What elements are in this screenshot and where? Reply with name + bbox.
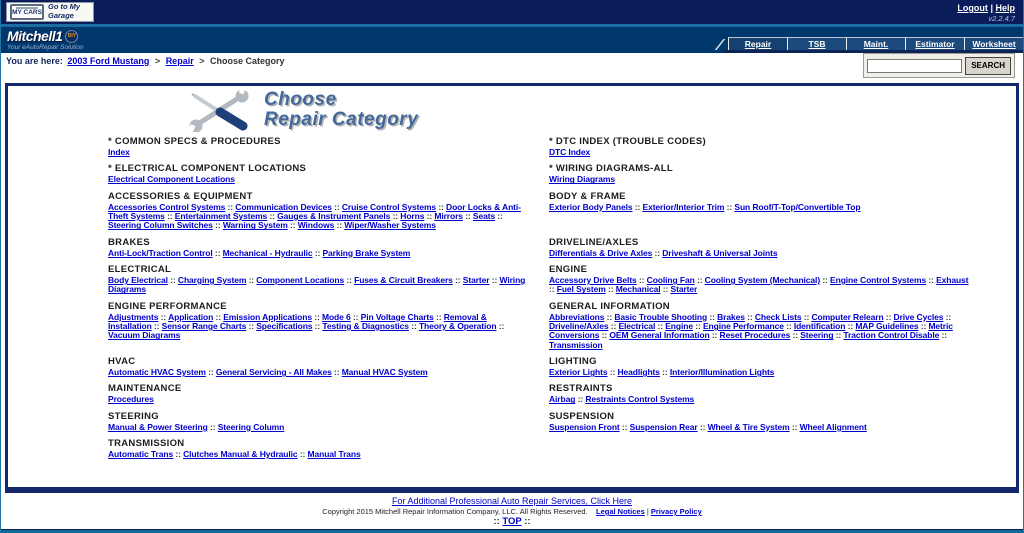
category-link[interactable]: Brakes <box>717 311 745 322</box>
category-link[interactable]: Exterior/Interior Trim <box>642 201 725 212</box>
category-row <box>108 163 990 184</box>
category-link[interactable]: Body Electrical <box>108 275 168 286</box>
category-link[interactable]: Traction Control Disable <box>843 330 940 341</box>
category-link[interactable]: Application <box>168 311 214 322</box>
breadcrumb-repair-link[interactable]: Repair <box>165 56 194 66</box>
link-separator: :: <box>225 201 236 212</box>
category-heading: HVAC <box>108 356 136 368</box>
link-separator: :: <box>311 311 322 322</box>
category-link[interactable]: Accessories Control Systems <box>108 201 226 212</box>
category-link[interactable]: Mechanical <box>615 284 661 295</box>
category-link[interactable]: Check Lists <box>754 311 802 322</box>
link-separator: :: <box>297 449 308 460</box>
link-separator: :: <box>158 311 169 322</box>
search-box <box>863 53 1015 78</box>
link-separator: :: <box>926 275 937 286</box>
category-link[interactable]: Transmission <box>549 339 603 350</box>
link-separator: :: <box>659 367 670 378</box>
tab-repair[interactable]: Repair <box>728 37 787 50</box>
link-separator: :: <box>205 367 216 378</box>
category-cell <box>108 163 549 184</box>
link-separator: :: <box>207 421 218 432</box>
category-link[interactable]: Automatic HVAC System <box>108 367 206 378</box>
link-separator: :: <box>652 247 663 258</box>
link-separator: :: <box>334 220 345 231</box>
link-separator: :: <box>605 284 616 295</box>
crossed-tools-icon <box>186 88 252 132</box>
category-heading: * COMMON SPECS & PROCEDURES <box>108 136 281 147</box>
tab-slash-decoration <box>705 39 726 50</box>
link-separator: :: <box>436 201 447 212</box>
category-link[interactable]: Door Locks & Anti-Theft Systems <box>108 201 521 222</box>
category-heading: ENGINE PERFORMANCE <box>108 300 227 312</box>
category-link[interactable]: Horns <box>400 211 425 222</box>
link-separator: :: <box>694 275 705 286</box>
category-link[interactable]: Differentials & Drive Axles <box>549 247 653 258</box>
account-links-divider: | <box>990 3 993 13</box>
category-link[interactable]: Sun Roof/T-Top/Convertible Top <box>734 201 861 212</box>
diy-badge-icon: DIY <box>65 30 78 43</box>
category-link[interactable]: Adjustments <box>108 311 159 322</box>
category-link[interactable]: Mode 6 <box>321 311 351 322</box>
copyright-text: Copyright 2015 Mitchell Repair Information Company, LLC. All Rights Reserved. <box>322 507 588 516</box>
account-area <box>957 3 1015 23</box>
link-separator: :: <box>462 211 473 222</box>
category-link[interactable]: Restraints Control Systems <box>585 394 695 405</box>
category-heading: * DTC INDEX (TROUBLE CODES) <box>549 136 706 147</box>
version-label: v2.2.4.7 <box>988 14 1015 23</box>
category-link[interactable]: Component Locations <box>256 275 345 286</box>
link-separator: :: <box>599 330 610 341</box>
category-link[interactable]: Cruise Control Systems <box>341 201 437 212</box>
category-link[interactable]: Steering <box>800 330 834 341</box>
category-links <box>108 395 531 404</box>
category-heading: ACCESSORIES & EQUIPMENT <box>108 190 253 202</box>
link-separator: :: <box>212 247 223 258</box>
category-cell <box>108 438 549 459</box>
category-links <box>549 368 972 377</box>
tab-estimator[interactable]: Estimator <box>905 37 964 50</box>
category-links <box>108 148 531 157</box>
category-cell <box>108 383 549 404</box>
category-row <box>108 136 990 157</box>
top-bar <box>1 0 1023 24</box>
tab-tsb[interactable]: TSB <box>787 37 846 50</box>
category-link[interactable]: Removal & Installation <box>108 311 487 332</box>
link-separator: :: <box>246 321 257 332</box>
category-links <box>108 450 531 459</box>
category-link[interactable]: Engine Control Systems <box>830 275 927 286</box>
footer-links-divider: | <box>646 507 649 516</box>
category-link[interactable]: Suspension Front <box>549 421 620 432</box>
category-link[interactable]: Exterior Body Panels <box>549 201 633 212</box>
category-links <box>549 203 972 212</box>
link-separator: :: <box>312 247 323 258</box>
tab-maint[interactable]: Maint. <box>846 37 905 50</box>
link-separator: :: <box>452 275 463 286</box>
category-links <box>108 368 531 377</box>
link-separator: :: <box>833 330 844 341</box>
mitchell1-logo <box>7 29 84 51</box>
category-link[interactable]: Fuses & Circuit Breakers <box>354 275 453 286</box>
category-link[interactable]: Electrical Component Locations <box>108 174 235 185</box>
category-link[interactable]: Accessory Drive Belts <box>549 275 637 286</box>
link-separator: :: <box>433 311 444 322</box>
category-link[interactable]: Engine Performance <box>702 321 784 332</box>
category-row <box>108 411 990 432</box>
category-links <box>549 313 972 350</box>
category-link[interactable]: Clutches Manual & Hydraulic <box>183 449 298 460</box>
link-separator: :: <box>636 275 647 286</box>
link-separator: :: <box>943 311 952 322</box>
link-separator: :: <box>173 449 184 460</box>
category-link[interactable]: Mechanical - Hydraulic <box>222 247 313 258</box>
category-link[interactable]: Cooling Fan <box>646 275 695 286</box>
link-separator: :: <box>604 311 615 322</box>
category-links <box>549 148 972 157</box>
category-link[interactable]: Anti-Lock/Traction Control <box>108 247 213 258</box>
category-cell <box>549 438 990 459</box>
tab-worksheet[interactable]: Worksheet <box>964 37 1023 50</box>
top-prefix: :: <box>493 516 503 527</box>
category-cell <box>549 237 990 258</box>
category-heading: STEERING <box>108 410 159 422</box>
category-link[interactable]: Exhaust <box>936 275 969 286</box>
link-separator: :: <box>164 211 175 222</box>
category-links <box>549 175 972 184</box>
category-link[interactable]: Fuel System <box>556 284 606 295</box>
category-links <box>108 423 531 432</box>
category-link[interactable]: Wiring Diagrams <box>108 275 526 295</box>
category-link[interactable]: Procedures <box>108 394 154 405</box>
category-link[interactable]: Engine <box>665 321 693 332</box>
page-title <box>264 90 418 130</box>
category-links <box>549 423 972 432</box>
category-link[interactable]: Basic Trouble Shooting <box>614 311 708 322</box>
footer <box>1 493 1023 527</box>
category-links <box>549 276 972 295</box>
link-separator: :: <box>331 201 342 212</box>
category-heading: BODY & FRAME <box>549 190 626 202</box>
category-links <box>549 249 972 258</box>
category-cell <box>108 136 549 157</box>
link-separator: :: <box>724 201 735 212</box>
category-row <box>108 191 990 231</box>
category-link[interactable]: Windows <box>297 220 335 231</box>
link-separator: :: <box>246 275 257 286</box>
category-link[interactable]: Metric Conversions <box>549 321 953 341</box>
category-heading: RESTRAINTS <box>549 383 613 395</box>
category-cell <box>549 383 990 404</box>
link-separator: :: <box>267 211 278 222</box>
category-link[interactable]: Suspension Rear <box>629 421 698 432</box>
category-link[interactable]: Manual Trans <box>307 449 361 460</box>
category-link[interactable]: Wiper/Washer Systems <box>344 220 436 231</box>
help-link[interactable]: Help <box>995 3 1015 13</box>
category-link[interactable]: Interior/Illumination Lights <box>669 367 775 378</box>
link-separator: :: <box>801 311 812 322</box>
category-row <box>108 383 990 404</box>
category-link[interactable]: Manual HVAC System <box>341 367 428 378</box>
category-heading: GENERAL INFORMATION <box>549 300 670 312</box>
link-separator: :: <box>709 330 720 341</box>
logout-link[interactable]: Logout <box>957 3 988 13</box>
category-links <box>108 175 531 184</box>
category-link[interactable]: Mirrors <box>434 211 463 222</box>
category-link[interactable]: Seats <box>472 211 496 222</box>
breadcrumb-separator: > <box>154 56 161 66</box>
top-anchor-line <box>1 517 1023 527</box>
link-separator: :: <box>790 330 801 341</box>
category-row <box>108 264 990 295</box>
category-link[interactable]: Pin Voltage Charts <box>360 311 434 322</box>
link-separator: :: <box>350 311 361 322</box>
category-heading: MAINTENANCE <box>108 383 182 395</box>
category-row <box>108 301 990 350</box>
category-link[interactable]: Reset Procedures <box>719 330 791 341</box>
category-links <box>108 203 531 231</box>
category-link[interactable]: Communication Devices <box>235 201 332 212</box>
category-link[interactable]: Emission Applications <box>223 311 312 322</box>
category-cell <box>549 411 990 432</box>
link-separator: :: <box>744 311 755 322</box>
category-row <box>108 438 990 459</box>
category-link[interactable]: Exterior Lights <box>549 367 608 378</box>
additional-services-link[interactable]: For Additional Professional Auto Repair Services, Click Here <box>391 496 633 506</box>
category-link[interactable]: Driveshaft & Universal Joints <box>662 247 778 258</box>
category-link[interactable]: Parking Brake System <box>322 247 411 258</box>
category-cell <box>108 191 549 231</box>
category-cell <box>108 237 549 258</box>
category-link[interactable]: MAP Guidelines <box>855 321 919 332</box>
category-link[interactable]: General Servicing - All Makes <box>215 367 332 378</box>
go-to-my-garage-label: Go to My Garage <box>48 2 81 20</box>
category-link[interactable]: Identification <box>793 321 846 332</box>
category-link[interactable]: Charging System <box>177 275 247 286</box>
category-link[interactable]: Steering Column <box>217 421 285 432</box>
category-link[interactable]: Sensor Range Charts <box>161 321 247 332</box>
link-separator: :: <box>918 321 929 332</box>
link-separator: :: <box>489 275 500 286</box>
link-separator: :: <box>655 321 666 332</box>
brand-band <box>1 27 1023 53</box>
category-cell <box>549 264 990 295</box>
category-grid <box>108 136 990 460</box>
category-link[interactable]: Starter <box>670 284 698 295</box>
search-input[interactable] <box>867 59 962 73</box>
category-link[interactable]: Entertainment Systems <box>174 211 268 222</box>
category-cell <box>549 136 990 157</box>
category-cell <box>549 356 990 377</box>
category-link[interactable]: Computer Relearn <box>811 311 884 322</box>
breadcrumb-separator: > <box>199 56 205 66</box>
breadcrumb-prefix: You are here: <box>6 56 63 66</box>
link-separator: :: <box>820 275 831 286</box>
category-heading: LIGHTING <box>549 356 597 368</box>
link-separator: :: <box>212 220 223 231</box>
category-heading: SUSPENSION <box>549 410 615 422</box>
link-separator: :: <box>607 367 618 378</box>
link-separator: :: <box>660 284 671 295</box>
content-panel <box>5 83 1019 493</box>
category-link[interactable]: Wheel Alignment <box>799 421 867 432</box>
category-link[interactable]: OEM General Information <box>609 330 710 341</box>
link-separator: :: <box>789 421 800 432</box>
category-link[interactable]: Automatic Trans <box>108 449 174 460</box>
category-link[interactable]: Gauges & Instrument Panels <box>277 211 391 222</box>
search-button[interactable]: SEARCH <box>965 57 1011 75</box>
top-suffix: :: <box>524 516 531 527</box>
tab-bar <box>709 37 1023 50</box>
privacy-policy-link[interactable]: Privacy Policy <box>650 507 702 516</box>
link-separator: :: <box>312 321 323 332</box>
link-separator: :: <box>408 321 419 332</box>
link-separator: :: <box>783 321 794 332</box>
link-separator: :: <box>390 211 401 222</box>
category-cell <box>108 301 549 350</box>
link-separator: :: <box>697 421 708 432</box>
link-separator: :: <box>287 220 298 231</box>
category-heading: ENGINE <box>549 264 588 276</box>
category-link[interactable]: Cooling System (Mechanical) <box>704 275 821 286</box>
breadcrumb-row <box>1 53 1023 83</box>
link-separator: :: <box>151 321 162 332</box>
category-heading: * ELECTRICAL COMPONENT LOCATIONS <box>108 163 307 175</box>
link-separator: :: <box>883 311 894 322</box>
category-link[interactable]: Manual & Power Steering <box>108 421 208 432</box>
category-links <box>549 395 972 404</box>
breadcrumb-vehicle-link[interactable]: 2003 Ford Mustang <box>67 56 150 66</box>
category-heading: DRIVELINE/AXLES <box>549 236 639 248</box>
legal-notices-link[interactable]: Legal Notices <box>595 507 645 516</box>
go-to-my-garage-button[interactable] <box>6 2 94 22</box>
category-heading: TRANSMISSION <box>108 438 185 450</box>
category-links <box>108 313 531 341</box>
link-separator: :: <box>331 367 342 378</box>
link-separator: :: <box>845 321 856 332</box>
category-link[interactable]: Drive Cycles <box>893 311 944 322</box>
category-link[interactable]: Vacuum Diagrams <box>108 330 181 341</box>
link-separator: :: <box>167 275 178 286</box>
link-separator: :: <box>549 284 557 295</box>
copyright-line <box>1 507 1023 516</box>
brand-name: Mitchell1 <box>7 28 63 44</box>
page-title-line1: Choose <box>264 89 337 111</box>
category-links <box>108 276 531 295</box>
category-heading: ELECTRICAL <box>108 264 172 276</box>
link-separator: :: <box>707 311 718 322</box>
bottom-band <box>1 529 1023 533</box>
category-row <box>108 237 990 258</box>
category-links <box>108 249 531 258</box>
link-separator: :: <box>608 321 619 332</box>
category-link[interactable]: Abbreviations <box>549 311 605 322</box>
breadcrumb-current: Choose Category <box>210 56 285 66</box>
brand-tagline: Your eAutoRepair Solution <box>7 44 84 51</box>
category-link[interactable]: DTC Index <box>549 147 591 157</box>
link-separator: :: <box>213 311 224 322</box>
category-cell <box>549 301 990 350</box>
category-link[interactable]: Airbag <box>549 394 576 405</box>
category-link[interactable]: Warning System <box>222 220 288 231</box>
link-separator: :: <box>575 394 586 405</box>
link-separator: :: <box>619 421 630 432</box>
category-cell <box>108 356 549 377</box>
link-separator: :: <box>632 201 643 212</box>
category-cell <box>549 163 990 184</box>
category-link[interactable]: Specifications <box>256 321 313 332</box>
category-link[interactable]: Index <box>108 147 130 157</box>
link-separator: :: <box>424 211 435 222</box>
category-heading: BRAKES <box>108 236 150 248</box>
category-cell <box>108 264 549 295</box>
category-row <box>108 356 990 377</box>
category-link[interactable]: Theory & Operation <box>418 321 497 332</box>
category-link[interactable]: Testing & Diagnostics <box>322 321 409 332</box>
category-link[interactable]: Driveline/Axles <box>549 321 609 332</box>
category-link[interactable]: Steering Column Switches <box>108 220 213 231</box>
category-link[interactable]: Wiring Diagrams <box>549 174 615 185</box>
page-header <box>186 90 1016 130</box>
category-link[interactable]: Headlights <box>617 367 660 378</box>
page-title-line2: Repair Category <box>264 109 419 130</box>
category-link[interactable]: Wheel & Tire System <box>707 421 790 432</box>
plate-text: MY CARS <box>12 9 42 17</box>
license-plate-icon <box>10 4 44 20</box>
link-separator: :: <box>495 211 503 222</box>
top-link[interactable]: TOP <box>502 516 522 527</box>
category-cell <box>549 191 990 231</box>
link-separator: :: <box>939 330 947 341</box>
link-separator: :: <box>344 275 355 286</box>
category-link[interactable]: Electrical <box>618 321 656 332</box>
link-separator: :: <box>496 321 505 332</box>
category-cell <box>108 411 549 432</box>
category-link[interactable]: Starter <box>462 275 490 286</box>
link-separator: :: <box>692 321 703 332</box>
category-heading: * WIRING DIAGRAMS-ALL <box>549 163 673 175</box>
